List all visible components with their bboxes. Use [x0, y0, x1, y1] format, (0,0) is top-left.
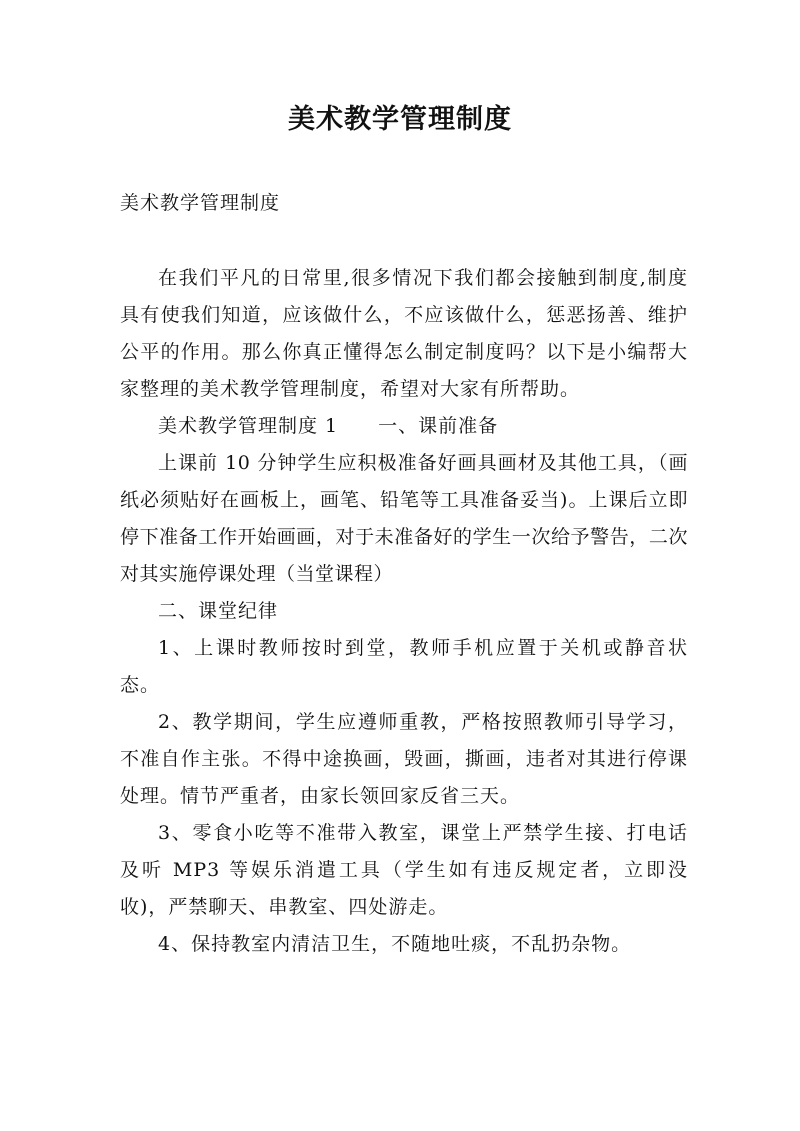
rule-item-2: 2、教学期间，学生应遵师重教，严格按照教师引导学习，不准自作主张。不得中途换画，毁画，撕画，违者对其进行停课处理。情节严重者，由家长领回家反省三天。 — [120, 711, 688, 807]
discipline-heading: 二、课堂纪律 — [158, 600, 279, 622]
prep-heading: 一、课前准备 — [378, 415, 499, 437]
rule-item-4: 4、保持教室内清洁卫生，不随地吐痰，不乱扔杂物。 — [158, 933, 632, 955]
document-body — [120, 260, 688, 963]
document-subtitle: 美术教学管理制度 — [120, 192, 281, 214]
section-heading: 美术教学管理制度 1 — [158, 415, 339, 437]
prep-paragraph: 上课前 10 分钟学生应积极准备好画具画材及其他工具，（画纸必须贴好在画板上，画笔、铅笔等工具准备妥当)。上课后立即停下准备工作开始画画，对于未准备好的学生一次给予警告，二次对其实施停课处理（当堂课程） — [120, 452, 688, 585]
section-heading-line — [120, 408, 688, 445]
intro-paragraph: 在我们平凡的日常里,很多情况下我们都会接触到制度,制度具有使我们知道，应该做什么，不应该做什么，惩恶扬善、维护公平的作用。那么你真正懂得怎么制定制度吗？以下是小编帮大家整理的美术教学管理制度，希望对大家有所帮助。 — [120, 267, 688, 400]
document-title: 美术教学管理制度 — [288, 104, 512, 135]
rule-item-3: 3、零食小吃等不准带入教室，课堂上严禁学生接、打电话及听 MP3 等娱乐消遣工具（学生如有违反规定者，立即没收)，严禁聊天、串教室、四处游走。 — [120, 822, 688, 918]
rule-item-1: 1、上课时教师按时到堂，教师手机应置于关机或静音状态。 — [120, 637, 688, 696]
